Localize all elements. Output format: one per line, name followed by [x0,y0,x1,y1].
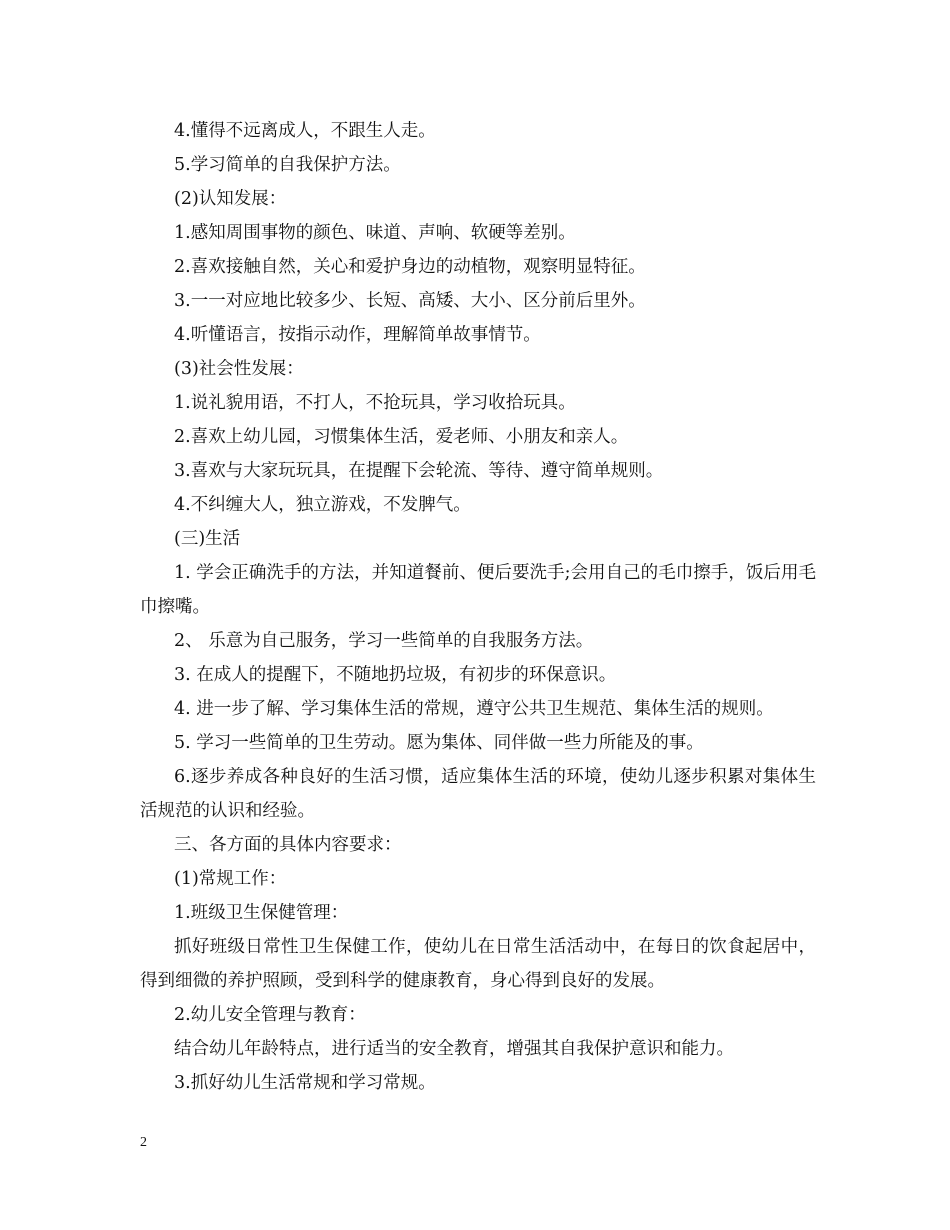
list-item: 6.逐步养成各种良好的生活习惯，适应集体生活的环境，使幼儿逐步积累对集体生活规范的认识和经验。 [140,767,816,821]
list-item: 5.学习简单的自我保护方法。 [174,155,401,175]
list-item: 2.喜欢上幼儿园，习惯集体生活，爱老师、小朋友和亲人。 [174,427,629,447]
list-item: 3.喜欢与大家玩玩具，在提醒下会轮流、等待、遵守简单规则。 [174,461,664,481]
list-item: 4.懂得不远离成人，不跟生人走。 [174,121,436,141]
list-item: 2、 乐意为自己服务，学习一些简单的自我服务方法。 [174,631,594,651]
list-item: 3.一一对应地比较多少、长短、高矮、大小、区分前后里外。 [174,291,646,311]
list-item: 4. 进一步了解、学习集体生活的常规，遵守公共卫生规范、集体生活的规则。 [174,699,774,719]
subsection-heading: (1)常规工作： [174,869,287,889]
paragraph: 结合幼儿年龄特点，进行适当的安全教育，增强其自我保护意识和能力。 [174,1039,734,1059]
page-number: 2 [140,1135,147,1150]
section-heading: (3)社会性发展： [174,359,304,379]
list-item: 1.班级卫生保健管理： [174,903,349,923]
list-item: 1.说礼貌用语，不打人，不抢玩具，学习收拾玩具。 [174,393,576,413]
list-item: 4.不纠缠大人，独立游戏，不发脾气。 [174,495,471,515]
list-item: 3. 在成人的提醒下，不随地扔垃圾，有初步的环保意识。 [174,665,617,685]
section-heading: 三、各方面的具体内容要求： [174,835,402,855]
list-item: 3.抓好幼儿生活常规和学习常规。 [174,1073,436,1093]
list-item: 2.喜欢接触自然，关心和爱护身边的动植物，观察明显特征。 [174,257,646,277]
list-item: 1.感知周围事物的颜色、味道、声响、软硬等差别。 [174,223,576,243]
list-item: 4.听懂语言，按指示动作，理解简单故事情节。 [174,325,541,345]
paragraph: 抓好班级日常性卫生保健工作，使幼儿在日常生活活动中，在每日的饮食起居中，得到细微的养护照顾，受到科学的健康教育，身心得到良好的发展。 [140,937,816,991]
list-item: 5. 学习一些简单的卫生劳动。愿为集体、同伴做一些力所能及的事。 [174,733,704,753]
document-body [140,114,816,1100]
list-item: 1. 学会正确洗手的方法，并知道餐前、便后要洗手;会用自己的毛巾擦手，饭后用毛巾擦嘴。 [140,563,816,617]
section-heading: (三)生活 [174,529,241,549]
list-item: 2.幼儿安全管理与教育： [174,1005,366,1025]
section-heading: (2)认知发展： [174,189,287,209]
